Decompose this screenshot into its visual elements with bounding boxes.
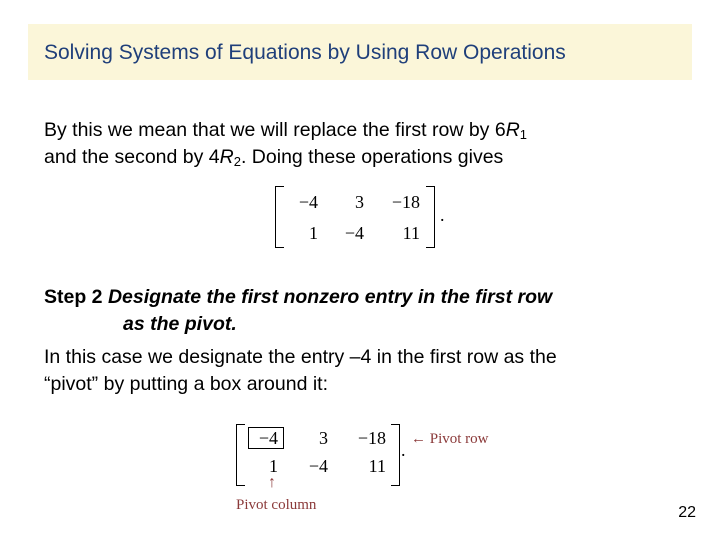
matrix-1-cell: 1 — [309, 223, 318, 243]
matrix-2-right-bracket — [391, 424, 400, 486]
matrix-1-cell: 11 — [402, 223, 420, 243]
para1-var: R — [505, 119, 520, 141]
title-bar — [28, 24, 692, 80]
matrix-2-cell: −4 — [308, 456, 328, 476]
step-2-heading — [44, 284, 552, 311]
para1-var-2: R — [219, 146, 234, 168]
paragraph-2-line-2: “pivot” by putting a box around it: — [44, 373, 328, 395]
slide-title: Solving Systems of Equations by Using Row Operations — [44, 41, 566, 64]
paragraph-2-line-1: In this case we designate the entry –4 in the first row as the — [44, 346, 557, 368]
matrix-2-cell: 1 — [269, 456, 278, 476]
matrix-1-left-bracket — [275, 186, 284, 248]
para1-sub: 1 — [519, 127, 528, 142]
matrix-2-period: . — [401, 440, 406, 460]
page-number: 22 — [678, 504, 696, 521]
step-2-heading-text-2: as the pivot. — [123, 313, 237, 335]
step-2-label: Step 2 — [44, 286, 108, 308]
step-2-heading-line-2 — [123, 311, 237, 338]
pivot-column-label: Pivot column — [236, 497, 317, 513]
para1-text-2: and the second by 4 — [44, 146, 220, 168]
step-2-heading-text: Designate the first nonzero entry in the first row — [107, 286, 553, 308]
matrix-1-cell: 3 — [355, 192, 364, 212]
pivot-column-arrow: ↑ — [268, 474, 276, 491]
matrix-2-cell: 3 — [319, 428, 328, 448]
paragraph-1-line-2 — [44, 144, 503, 175]
matrix-1-right-bracket — [426, 186, 435, 248]
para1-sub-2: 2 — [233, 154, 241, 169]
matrix-1-cell: −4 — [298, 192, 318, 212]
matrix-1-period: . — [440, 205, 445, 225]
pivot-row-label: ← Pivot row — [411, 431, 489, 447]
matrix-1-cell: −18 — [391, 192, 420, 212]
matrix-2-cell: −4 — [258, 428, 278, 448]
para1-text: By this we mean that we will replace the first row by 6 — [44, 119, 506, 141]
matrix-2-cell: 11 — [368, 456, 386, 476]
para1-text-3: . Doing these operations gives — [240, 146, 504, 168]
matrix-2-cell: −18 — [357, 428, 386, 448]
matrix-1-cell: −4 — [344, 223, 364, 243]
